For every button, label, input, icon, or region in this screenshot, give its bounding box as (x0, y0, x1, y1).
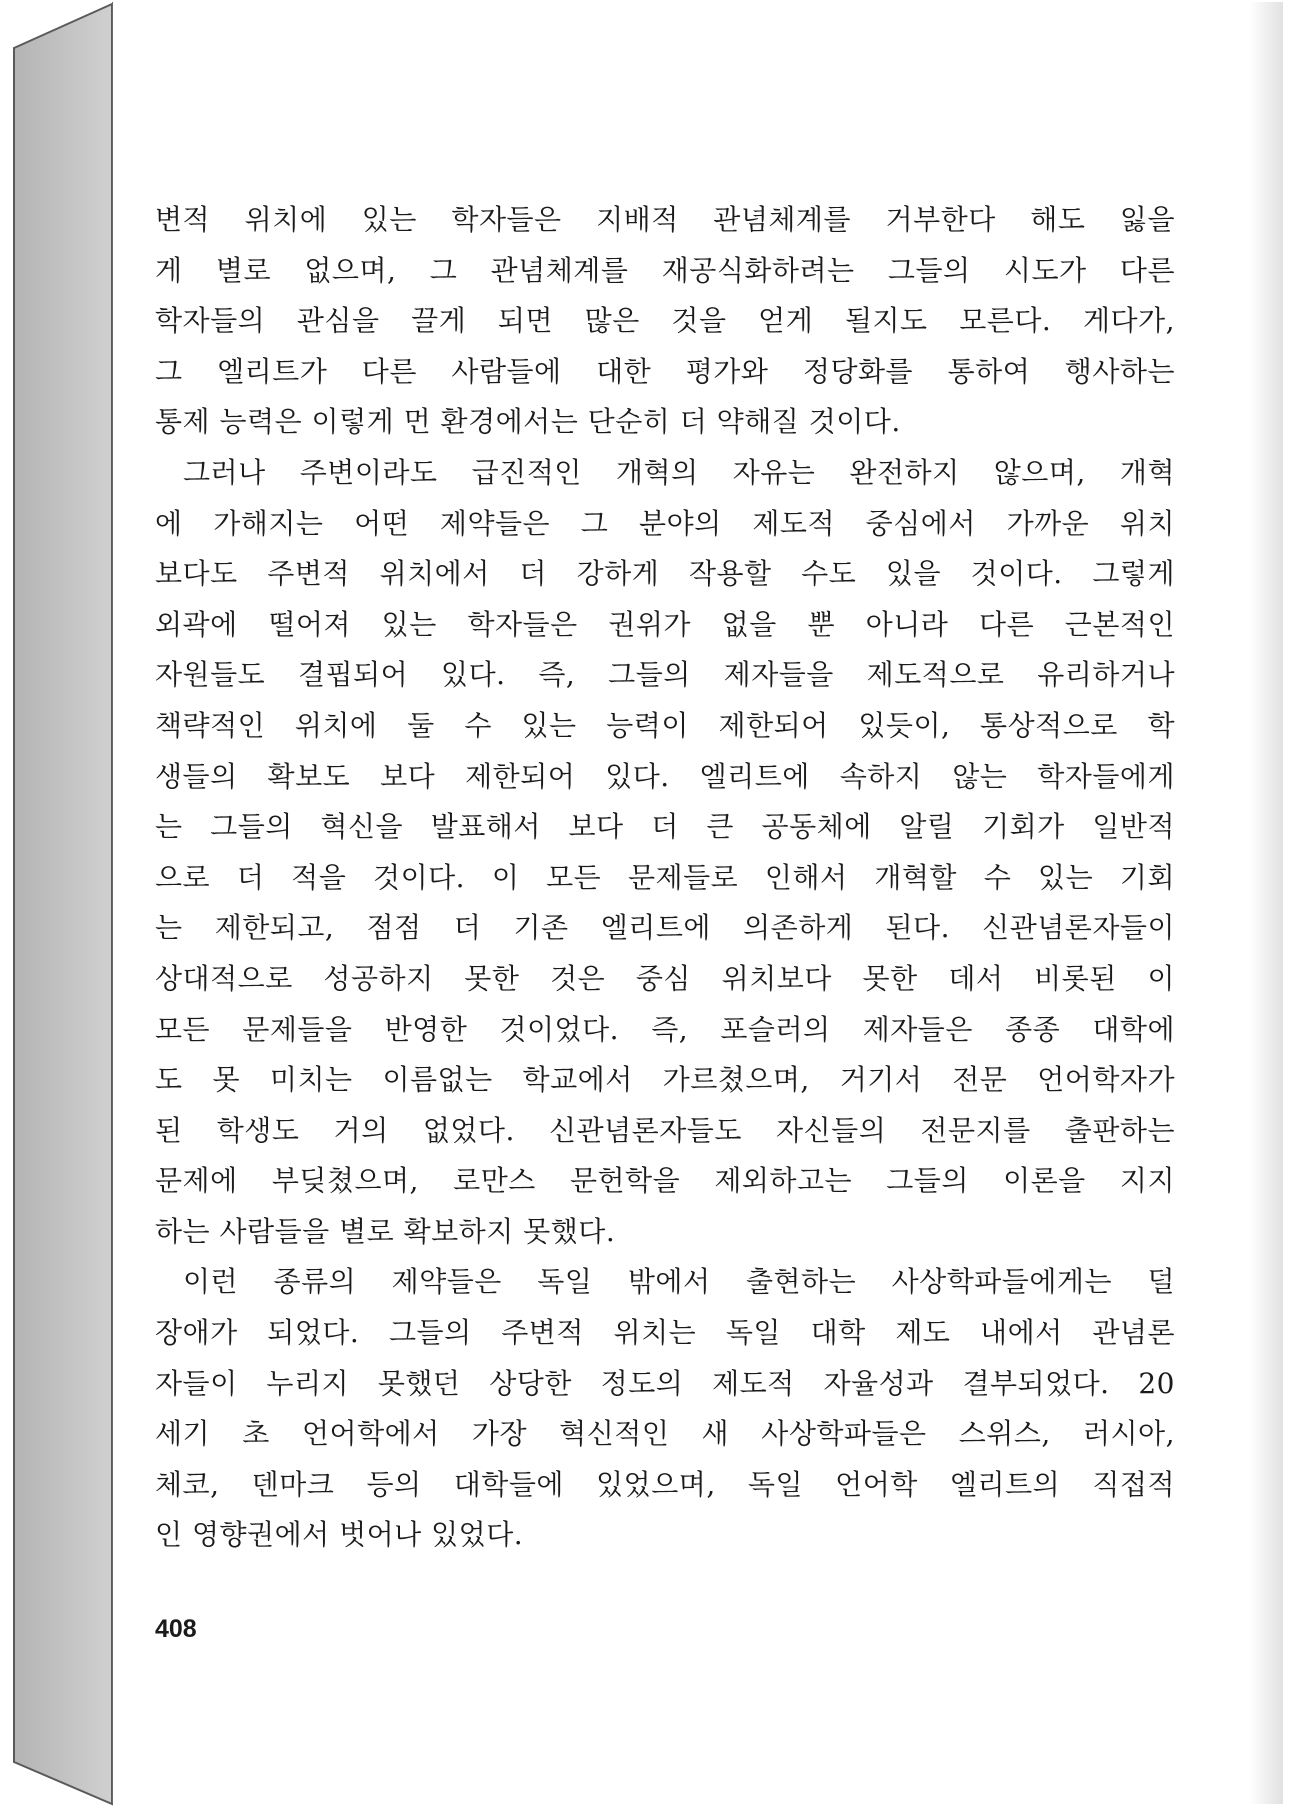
page-number: 408 (155, 1615, 197, 1643)
text-line: 학자들의 관심을 끌게 되면 많은 것을 얻게 될지도 모른다. 게다가, (155, 304, 1175, 338)
text-line: 이런 종류의 제약들은 독일 밖에서 출현하는 사상학파들에게는 덜 (183, 1265, 1175, 1299)
text-line: 문제에 부딪쳤으며, 로만스 문헌학을 제외하고는 그들의 이론을 지지 (155, 1164, 1175, 1198)
text-line: 그 엘리트가 다른 사람들에 대한 평가와 정당화를 통하여 행사하는 (155, 354, 1175, 388)
text-line: 도 못 미치는 이름없는 학교에서 가르쳤으며, 거기서 전문 언어학자가 (155, 1063, 1175, 1097)
text-line: 모든 문제들을 반영한 것이었다. 즉, 포슬러의 제자들은 종종 대학에 (155, 1012, 1175, 1046)
text-line: 그러나 주변이라도 급진적인 개혁의 자유는 완전하지 않으며, 개혁 (183, 455, 1175, 489)
text-line: 변적 위치에 있는 학자들은 지배적 관념체계를 거부한다 해도 잃을 (155, 203, 1175, 236)
text-line: 된 학생도 거의 없었다. 신관념론자들도 자신들의 전문지를 출판하는 (155, 1113, 1175, 1147)
text-line: 세기 초 언어학에서 가장 혁신적인 새 사상학파들은 스위스, 러시아, (155, 1417, 1175, 1451)
text-line: 보다도 주변적 위치에서 더 강하게 작용할 수도 있을 것이다. 그렇게 (155, 557, 1175, 591)
text-line: 인 영향권에서 벗어나 있었다. (155, 1518, 524, 1552)
text-line: 자원들도 결핍되어 있다. 즉, 그들의 제자들을 제도적으로 유리하거나 (155, 658, 1175, 692)
text-line: 생들의 확보도 보다 제한되어 있다. 엘리트에 속하지 않는 학자들에게 (155, 759, 1175, 793)
text-line: 통제 능력은 이렇게 먼 환경에서는 단순히 더 약해질 것이다. (155, 405, 901, 439)
text-line: 는 제한되고, 점점 더 기존 엘리트에 의존하게 된다. 신관념론자들이 (155, 911, 1175, 945)
text-line: 책략적인 위치에 둘 수 있는 능력이 제한되어 있듯이, 통상적으로 학 (155, 708, 1175, 742)
text-line: 장애가 되었다. 그들의 주변적 위치는 독일 대학 제도 내에서 관념론 (155, 1316, 1175, 1350)
text-line: 자들이 누리지 못했던 상당한 정도의 제도적 자율성과 결부되었다. 20 (155, 1366, 1175, 1400)
text-line: 으로 더 적을 것이다. 이 모든 문제들로 인해서 개혁할 수 있는 기회 (155, 860, 1175, 894)
text-line: 하는 사람들을 별로 확보하지 못했다. (155, 1214, 616, 1248)
text-line: 상대적으로 성공하지 못한 것은 중심 위치보다 못한 데서 비롯된 이 (155, 961, 1175, 995)
text-line: 게 별로 없으며, 그 관념체계를 재공식화하려는 그들의 시도가 다른 (155, 253, 1175, 287)
body-text (155, 195, 1175, 1561)
text-line: 에 가해지는 어떤 제약들은 그 분야의 제도적 중심에서 가까운 위치 (155, 506, 1175, 540)
text-line: 외곽에 떨어져 있는 학자들은 권위가 없을 뿐 아니라 다른 근본적인 (155, 607, 1175, 641)
text-line: 체코, 덴마크 등의 대학들에 있었으며, 독일 언어학 엘리트의 직접적 (155, 1467, 1175, 1501)
page-edge-shadow (1249, 2, 1283, 1804)
text-line: 는 그들의 혁신을 발표해서 보다 더 큰 공동체에 알릴 기회가 일반적 (155, 810, 1175, 844)
